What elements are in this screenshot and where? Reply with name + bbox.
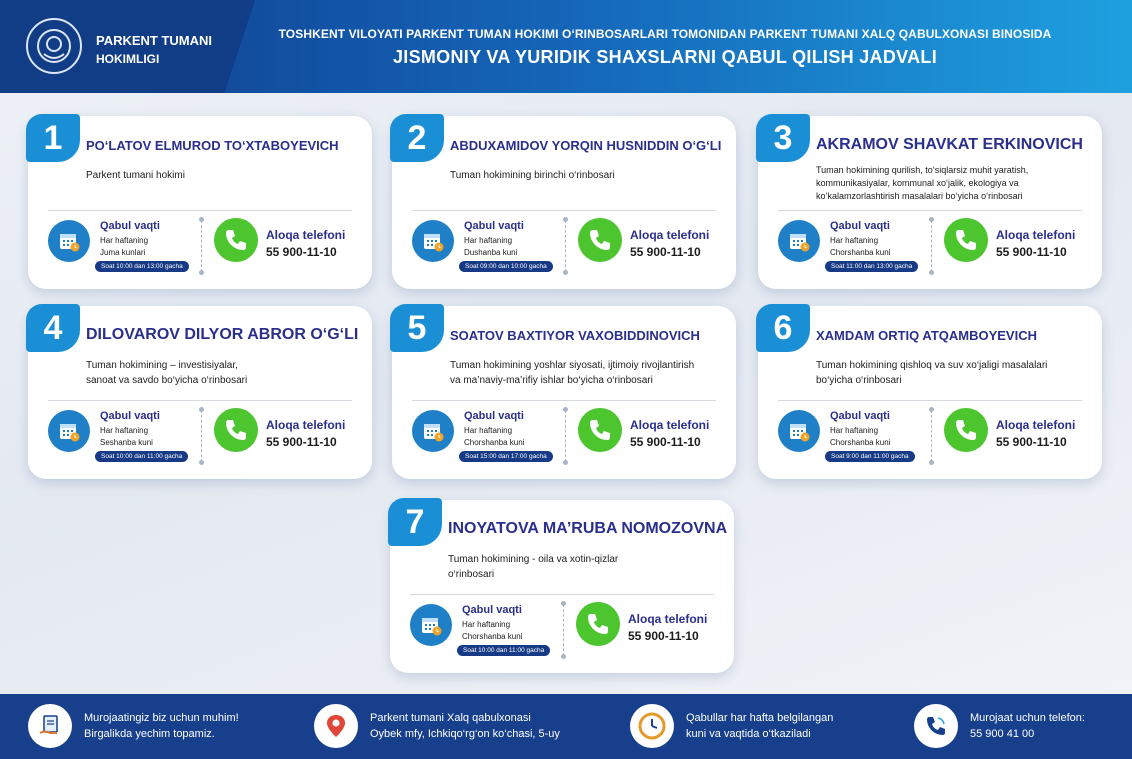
dashed-separator: [201, 410, 202, 462]
reception-day: Juma kunlari: [100, 248, 146, 257]
calendar-clock-icon: [778, 220, 820, 262]
official-role: [86, 168, 362, 183]
weekly-label: Har haftaning: [100, 236, 149, 245]
document-hand-icon: [28, 704, 72, 748]
reception-time-label: Qabul vaqti: [830, 220, 890, 232]
reception-day: Seshanba kuni: [100, 438, 153, 447]
contact-phone-label: Aloqa telefoni: [630, 418, 710, 432]
location-pin-icon: [314, 704, 358, 748]
weekly-label: Har haftaning: [462, 620, 511, 629]
calendar-clock-icon: [48, 220, 90, 262]
contact-phone-label: Aloqa telefoni: [266, 418, 346, 432]
dashed-separator: [563, 604, 564, 656]
contact-phone-number[interactable]: 55 900-11-10: [996, 435, 1067, 449]
reception-card: [392, 306, 736, 479]
footer-line: Parkent tumani Xalq qabulxonasi: [370, 712, 531, 724]
card-number: 2: [390, 114, 444, 162]
reception-day: Dushanba kuni: [464, 248, 518, 257]
phone-icon: [214, 408, 258, 452]
contact-phone-number[interactable]: 55 900-11-10: [630, 435, 701, 449]
footer-text-4: [970, 710, 1085, 742]
reception-time-badge: Soat 11:00 dan 13:00 gacha: [825, 261, 918, 272]
role-line: Tuman hokimining – investisiyalar,: [86, 360, 238, 371]
card-divider: [48, 400, 352, 401]
card-number: 5: [390, 304, 444, 352]
calendar-clock-icon: [412, 410, 454, 452]
role-line: Tuman hokimining yoshlar siyosati, ijtimoiy rivojlantirish: [450, 360, 695, 371]
phone-icon: [944, 218, 988, 262]
card-number: 4: [26, 304, 80, 352]
footer-line: Birgalikda yechim topamiz.: [84, 728, 215, 740]
reception-time-label: Qabul vaqti: [830, 410, 890, 422]
card-number: 1: [26, 114, 80, 162]
org-name-line1: PARKENT TUMANI: [96, 33, 213, 48]
card-divider: [412, 400, 716, 401]
weekly-label: Har haftaning: [830, 426, 879, 435]
phone-call-icon: [914, 704, 958, 748]
calendar-clock-icon: [412, 220, 454, 262]
official-role: [816, 358, 1092, 388]
weekly-label: Har haftaning: [100, 426, 149, 435]
weekly-label: Har haftaning: [464, 426, 513, 435]
footer-line: kuni va vaqtida o‘tkaziladi: [686, 728, 811, 740]
official-name: ABDUXAMIDOV YORQIN HUSNIDDIN O‘G‘LI: [450, 138, 722, 153]
contact-phone-number[interactable]: 55 900-11-10: [266, 245, 337, 259]
weekly-label: Har haftaning: [830, 236, 879, 245]
role-line: Tuman hokimining - oila va xotin-qizlar: [448, 554, 619, 565]
official-role: [450, 168, 726, 183]
reception-card: [28, 116, 372, 289]
calendar-clock-icon: [48, 410, 90, 452]
dashed-separator: [565, 220, 566, 272]
reception-day: Chorshanba kuni: [830, 438, 891, 447]
role-line: bo‘yicha o‘rinbosari: [816, 375, 902, 386]
reception-card: [28, 306, 372, 479]
reception-time-label: Qabul vaqti: [462, 604, 522, 616]
role-line: Parkent tumani hokimi: [86, 170, 185, 181]
contact-phone-label: Aloqa telefoni: [996, 418, 1076, 432]
reception-time-badge: Soat 9:00 dan 11:00 gacha: [825, 451, 915, 462]
reception-time-badge: Soat 10:00 dan 11:00 gacha: [95, 451, 188, 462]
official-name: DILOVAROV DILYOR ABROR O‘G‘LI: [86, 326, 359, 343]
official-role: [450, 358, 726, 388]
reception-time-badge: Soat 10:00 dan 13:00 gacha: [95, 261, 189, 272]
reception-card: [392, 116, 736, 289]
phone-icon: [578, 218, 622, 262]
calendar-clock-icon: [778, 410, 820, 452]
footer-text-3: [686, 710, 833, 742]
footer-line: Murojaat uchun telefon:: [970, 712, 1085, 724]
header-subtitle: TOSHKENT VILOYATI PARKENT TUMAN HOKIMI O‘RINBOSARLARI TOMONIDAN PARKENT TUMANI XALQ QABULXONASI BINOSIDA: [278, 27, 1052, 41]
contact-phone-number[interactable]: 55 900-11-10: [266, 435, 337, 449]
reception-day: Chorshanba kuni: [464, 438, 525, 447]
reception-card: [758, 116, 1102, 289]
official-name: SOATOV BAXTIYOR VAXOBIDDINOVICH: [450, 328, 700, 343]
footer: [0, 694, 1132, 759]
official-name: INOYATOVA MA’RUBA NOMOZOVNA: [448, 520, 728, 537]
calendar-clock-icon: [410, 604, 452, 646]
official-name: PO‘LATOV ELMUROD TO‘XTABOYEVICH: [86, 138, 339, 153]
card-number: 7: [388, 498, 442, 546]
phone-icon: [576, 602, 620, 646]
role-line: o‘rinbosari: [448, 569, 495, 580]
dashed-separator: [201, 220, 202, 272]
reception-day: Chorshanba kuni: [462, 632, 523, 641]
dashed-separator: [931, 410, 932, 462]
footer-line: Qabullar har hafta belgilangan: [686, 712, 834, 724]
official-name: AKRAMOV SHAVKAT ERKINOVICH: [816, 136, 1083, 153]
role-line: ko‘kalamzorlashtirish masalalari bo‘yicha o‘rinbosari: [816, 191, 1023, 201]
reception-day: Chorshanba kuni: [830, 248, 891, 257]
card-divider: [410, 594, 714, 595]
reception-time-label: Qabul vaqti: [464, 410, 524, 422]
role-line: Tuman hokimining birinchi o‘rinbosari: [450, 170, 615, 181]
card-number: 6: [756, 304, 810, 352]
role-line: sanoat va savdo bo‘yicha o‘rinbosari: [86, 375, 248, 386]
contact-phone-label: Aloqa telefoni: [996, 228, 1076, 242]
weekly-label: Har haftaning: [464, 236, 513, 245]
reception-time-label: Qabul vaqti: [464, 220, 524, 232]
org-name-line2: HOKIMLIGI: [96, 52, 160, 66]
contact-phone-number[interactable]: 55 900-11-10: [996, 245, 1067, 259]
phone-icon: [578, 408, 622, 452]
card-divider: [412, 210, 716, 211]
contact-phone-label: Aloqa telefoni: [266, 228, 346, 242]
official-name: XAMDAM ORTIQ ATQAMBOYEVICH: [816, 328, 1037, 343]
role-line: va ma’naviy-ma’rifiy ishlar bo‘yicha o‘rinbosari: [450, 375, 653, 386]
reception-time-label: Qabul vaqti: [100, 410, 160, 422]
card-divider: [48, 210, 352, 211]
contact-phone-number[interactable]: 55 900-11-10: [628, 629, 699, 643]
card-divider: [778, 210, 1082, 211]
footer-line: Murojaatingiz biz uchun muhim!: [84, 712, 239, 724]
reception-time-badge: Soat 15:00 dan 17:00 gacha: [459, 451, 553, 462]
role-line: Tuman hokimining qurilish, to‘siqlarsiz muhit yaratish,: [816, 165, 1029, 175]
reception-time-label: Qabul vaqti: [100, 220, 160, 232]
contact-phone-number[interactable]: 55 900-11-10: [630, 245, 701, 259]
state-emblem-icon: [26, 18, 82, 74]
footer-text-1: [84, 710, 239, 742]
dashed-separator: [931, 220, 932, 272]
reception-card: [758, 306, 1102, 479]
card-divider: [778, 400, 1082, 401]
role-line: Tuman hokimining qishloq va suv xo‘jaligi masalalari: [816, 360, 1048, 371]
phone-icon: [214, 218, 258, 262]
contact-phone-label: Aloqa telefoni: [630, 228, 710, 242]
clock-icon: [630, 704, 674, 748]
page-title: JISMONIY VA YURIDIK SHAXSLARNI QABUL QILISH JADVALI: [392, 47, 938, 67]
official-role: [86, 358, 362, 388]
footer-line: 55 900 41 00: [970, 728, 1035, 740]
reception-time-badge: Soat 09:00 dan 10:00 gacha: [459, 261, 553, 272]
contact-phone-label: Aloqa telefoni: [628, 612, 708, 626]
dashed-separator: [565, 410, 566, 462]
card-number: 3: [756, 114, 810, 162]
footer-line: Oybek mfy, Ichkiqo‘rg‘on ko‘chasi, 5-uy: [370, 728, 560, 740]
org-name: [96, 31, 212, 69]
phone-icon: [944, 408, 988, 452]
official-role: [816, 164, 1092, 203]
official-role: [448, 552, 724, 582]
reception-time-badge: Soat 10:00 dan 11:00 gacha: [457, 645, 550, 656]
footer-text-2: [370, 710, 560, 742]
role-line: kommunikasiyalar, kommunal xo‘jalik, ekologiya va: [816, 178, 1019, 188]
header: [0, 0, 1132, 93]
reception-card: [390, 500, 734, 673]
